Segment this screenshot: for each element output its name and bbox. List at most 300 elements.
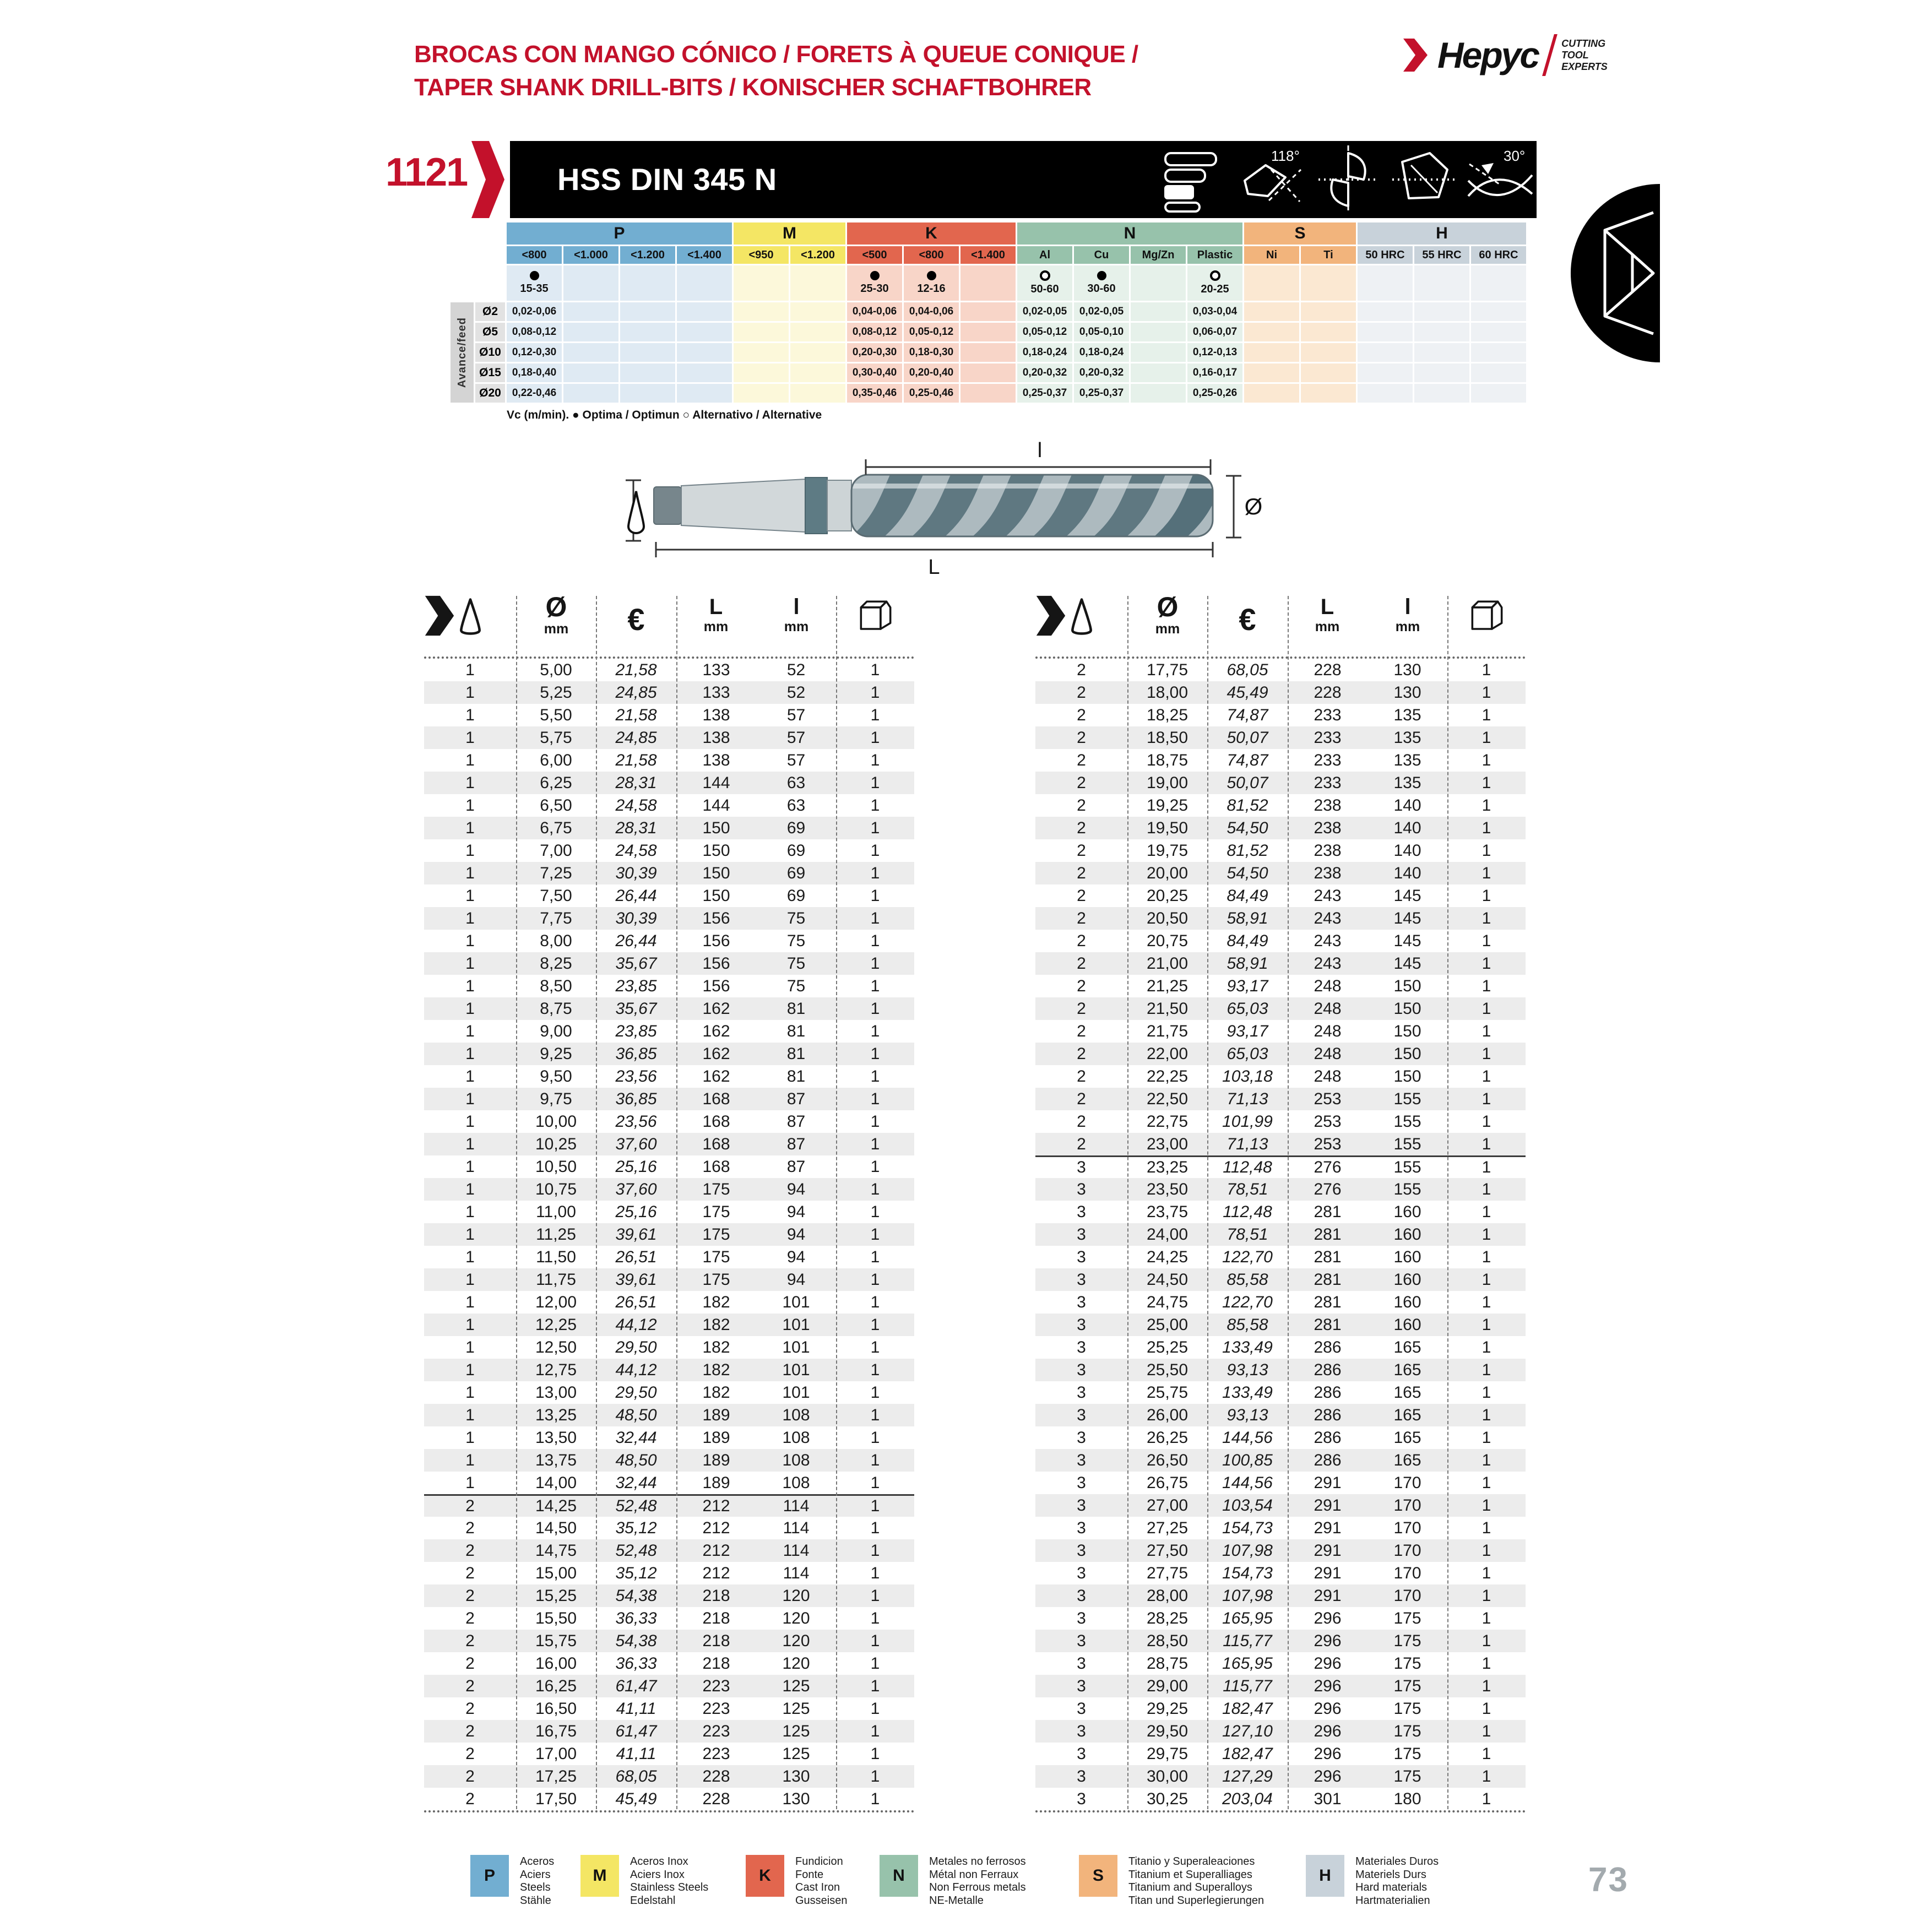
- total-length-cell: 162: [702, 1022, 730, 1040]
- flute-length-cell: 170: [1393, 1496, 1421, 1515]
- legend-text: [1355, 1855, 1439, 1907]
- pack-qty-cell: 1: [870, 1360, 880, 1379]
- material-group-header-P: P: [507, 222, 732, 245]
- flute-length-cell: 150: [1393, 1067, 1421, 1086]
- cone-cell: 1: [465, 1270, 475, 1289]
- price-cell: 58,91: [1227, 909, 1268, 927]
- cone-cell: 2: [1077, 999, 1086, 1018]
- feed-cell: 0,08-0,12: [507, 323, 562, 341]
- total-length-cell: 253: [1314, 1112, 1342, 1131]
- pack-qty-cell: 1: [1481, 1315, 1491, 1334]
- pack-qty-cell: 1: [870, 1767, 880, 1786]
- price-cell: 36,85: [615, 1044, 657, 1063]
- pack-qty-cell: 1: [870, 1609, 880, 1627]
- vc-cell: [1301, 265, 1356, 301]
- legend-swatch-P: P: [470, 1855, 509, 1897]
- cone-cell: 1: [465, 886, 475, 905]
- total-length-cell: 212: [702, 1564, 730, 1582]
- total-length-cell: 133: [702, 683, 730, 702]
- feed-cell: 0,04-0,06: [847, 302, 902, 321]
- price-cell: 85,58: [1227, 1315, 1268, 1334]
- flute-length-cell: 170: [1393, 1473, 1421, 1492]
- legend-line: Aceros: [520, 1855, 555, 1868]
- table-row: [1035, 817, 1526, 839]
- flute-length-cell: 52: [786, 683, 806, 702]
- diameter-cell: 5,75: [540, 728, 572, 747]
- page-title-line1: BROCAS CON MANGO CÓNICO / FORETS À QUEUE CONIQUE /: [414, 41, 1138, 68]
- diameter-cell: 21,00: [1146, 954, 1188, 973]
- total-length-cell: 243: [1314, 931, 1342, 950]
- total-length-cell: 212: [702, 1518, 730, 1537]
- pack-qty-cell: 1: [870, 1202, 880, 1221]
- flute-length-cell: 125: [782, 1744, 810, 1763]
- cone-cell: 2: [1077, 931, 1086, 950]
- diameter-cell: 23,75: [1146, 1202, 1188, 1221]
- vc-cell: [904, 265, 959, 301]
- feed-diameter-label: Ø2: [475, 302, 505, 321]
- total-length-cell: 281: [1314, 1225, 1342, 1244]
- total-length-cell: 228: [702, 1789, 730, 1808]
- material-legend: [0, 1855, 1932, 1926]
- feed-cell: 0,12-0,13: [1187, 343, 1242, 362]
- diameter-cell: 12,25: [535, 1315, 577, 1334]
- flute-length-cell: 130: [782, 1789, 810, 1808]
- price-cell: 50,07: [1227, 773, 1268, 792]
- pack-qty-cell: 1: [1481, 1247, 1491, 1266]
- table-row: [1035, 1472, 1526, 1494]
- diameter-cell: 15,00: [535, 1564, 577, 1582]
- flute-length-cell: 145: [1393, 909, 1421, 927]
- price-cell: 26,44: [615, 886, 657, 905]
- feed-cell: [960, 343, 1016, 362]
- column-separator: [1447, 596, 1448, 1809]
- pack-qty-cell: 1: [1481, 1270, 1491, 1289]
- price-cell: 81,52: [1227, 841, 1268, 860]
- price-cell: 122,70: [1222, 1247, 1273, 1266]
- cone-cell: 2: [1077, 705, 1086, 724]
- legend-swatch-S: S: [1079, 1855, 1117, 1897]
- cone-cell: 1: [465, 818, 475, 837]
- optimum-dot-icon: [927, 271, 936, 280]
- table-row: [1035, 884, 1526, 907]
- cone-cell: 2: [1077, 818, 1086, 837]
- diameter-cell: 16,25: [535, 1676, 577, 1695]
- price-cell: 52,48: [615, 1541, 657, 1560]
- price-cell: 154,73: [1222, 1564, 1273, 1582]
- flute-length-cell: 81: [786, 1067, 806, 1086]
- cone-cell: 3: [1077, 1383, 1086, 1402]
- total-length-cell: 189: [702, 1451, 730, 1469]
- price-table-right: [1035, 588, 1526, 1812]
- total-length-cell: 228: [1314, 660, 1342, 679]
- vc-cell: [790, 265, 845, 301]
- total-length-cell: 150: [702, 818, 730, 837]
- pack-qty-cell: 1: [870, 1699, 880, 1718]
- product-chevron-icon: [469, 141, 506, 218]
- flute-length-cell: 120: [782, 1631, 810, 1650]
- flute-length-cell: 130: [1393, 683, 1421, 702]
- legend-line: Steels: [520, 1881, 551, 1893]
- price-cell: 122,70: [1222, 1293, 1273, 1311]
- total-length-cell: 212: [702, 1541, 730, 1560]
- price-cell: 144,56: [1222, 1428, 1273, 1447]
- pack-qty-cell: 1: [1481, 909, 1491, 927]
- flute-length-cell: 108: [782, 1473, 810, 1492]
- total-length-cell: 286: [1314, 1360, 1342, 1379]
- cone-cell: 3: [1077, 1564, 1086, 1582]
- price-cell: 133,49: [1222, 1383, 1273, 1402]
- feed-cell: 0,05-0,10: [1074, 323, 1129, 341]
- diameter-cell: 10,50: [535, 1157, 577, 1176]
- table-row: [1035, 1110, 1526, 1133]
- cone-cell: 1: [465, 1135, 475, 1153]
- table-row: [1035, 1494, 1526, 1517]
- price-cell: 32,44: [615, 1428, 657, 1447]
- optimum-dot-icon: [870, 271, 880, 280]
- cone-cell: 1: [465, 1451, 475, 1469]
- total-length-cell: 281: [1314, 1202, 1342, 1221]
- flute-length-cell: 75: [786, 909, 806, 927]
- pack-qty-cell: 1: [1481, 1609, 1491, 1627]
- price-cell: 85,58: [1227, 1270, 1268, 1289]
- price-cell: 29,50: [615, 1338, 657, 1356]
- brand-logo: [1403, 34, 1608, 76]
- pack-qty-cell: 1: [870, 728, 880, 747]
- cone-cell: 1: [465, 1089, 475, 1108]
- table-row: [424, 1743, 914, 1765]
- legend-text: [929, 1855, 1026, 1907]
- feed-cell: [563, 302, 618, 321]
- flute-length-cell: 160: [1393, 1270, 1421, 1289]
- table-row: [424, 1291, 914, 1314]
- material-subheader: <1.000: [563, 246, 618, 264]
- vc-footnote: Vc (m/min). ● Optima / Optimun ○ Alternativo / Alternative: [507, 409, 822, 421]
- price-cell: 84,49: [1227, 886, 1268, 905]
- diameter-cell: 21,25: [1146, 976, 1188, 995]
- cone-cell: 1: [465, 683, 475, 702]
- feed-cell: [734, 363, 789, 382]
- total-length-cell: 212: [702, 1497, 730, 1515]
- table-row: [1035, 1246, 1526, 1268]
- tagline-line: TOOL: [1561, 49, 1589, 61]
- feed-cell: [1414, 323, 1469, 341]
- cone-cell: 3: [1077, 1541, 1086, 1560]
- table-row: [1035, 1065, 1526, 1088]
- diameter-cell: 28,25: [1146, 1609, 1188, 1627]
- table-row: [424, 1584, 914, 1607]
- feed-cell: 0,25-0,37: [1074, 384, 1129, 403]
- feed-cell: [1358, 302, 1413, 321]
- legend-swatch-K: K: [746, 1855, 784, 1897]
- flute-length-cell: 160: [1393, 1225, 1421, 1244]
- cone-cell: 2: [465, 1609, 475, 1627]
- table-row: [1035, 1449, 1526, 1472]
- feed-cell: 0,30-0,40: [847, 363, 902, 382]
- total-length-cell: 156: [702, 976, 730, 995]
- pack-qty-cell: 1: [1481, 864, 1491, 882]
- feed-cell: 0,35-0,46: [847, 384, 902, 403]
- tagline-line: EXPERTS: [1561, 61, 1608, 72]
- diameter-cell: 26,25: [1146, 1428, 1188, 1447]
- price-cell: 165,95: [1222, 1609, 1273, 1627]
- table-row: [1035, 997, 1526, 1020]
- cone-cell: 3: [1077, 1767, 1086, 1786]
- legend-item-K: [746, 1855, 848, 1907]
- feed-cell: 0,20-0,32: [1017, 363, 1072, 382]
- price-cell: 25,16: [615, 1202, 657, 1221]
- optimum-dot-icon: [530, 271, 539, 280]
- feed-cell: [734, 323, 789, 341]
- diameter-cell: 8,75: [540, 999, 572, 1018]
- pack-qty-cell: 1: [870, 1315, 880, 1334]
- material-subheader: <1.400: [677, 246, 732, 264]
- total-length-cell: 233: [1314, 728, 1342, 747]
- feed-cell: [734, 384, 789, 403]
- price-cell: 61,47: [615, 1676, 657, 1695]
- diameter-cell: 30,00: [1146, 1767, 1188, 1786]
- table-row: [424, 1539, 914, 1562]
- diameter-cell: 20,75: [1146, 931, 1188, 950]
- cone-cell: 1: [465, 999, 475, 1018]
- feed-cell: [1358, 384, 1413, 403]
- feed-cell: [620, 323, 675, 341]
- price-cell: 25,16: [615, 1157, 657, 1176]
- feed-cell: [790, 343, 845, 362]
- table-row: [1035, 1517, 1526, 1539]
- diameter-cell: 26,50: [1146, 1451, 1188, 1469]
- pack-qty-cell: 1: [1481, 1631, 1491, 1650]
- price-cell: 24,58: [615, 841, 657, 860]
- cone-cell: 2: [1077, 751, 1086, 769]
- feed-cell: [1414, 302, 1469, 321]
- feed-cell: [1244, 302, 1299, 321]
- pack-qty-cell: 1: [870, 1225, 880, 1244]
- feed-cell: [1471, 323, 1526, 341]
- legend-item-S: [1079, 1855, 1264, 1907]
- cone-cell: 2: [1077, 796, 1086, 815]
- pack-qty-cell: 1: [1481, 1202, 1491, 1221]
- pack-qty-cell: 1: [870, 1654, 880, 1673]
- table-row: [424, 1404, 914, 1426]
- table-row: [1035, 1697, 1526, 1720]
- flute-length-cell: 101: [782, 1360, 810, 1379]
- legend-item-H: [1306, 1855, 1439, 1907]
- total-length-cell: 223: [702, 1722, 730, 1740]
- total-length-cell: 182: [702, 1360, 730, 1379]
- flute-length-cell: 130: [1393, 660, 1421, 679]
- total-length-cell: 189: [702, 1405, 730, 1424]
- flute-length-cell: 69: [786, 841, 806, 860]
- total-length-cell: 291: [1314, 1518, 1342, 1537]
- flute-length-cell: 75: [786, 931, 806, 950]
- feed-cell: [1358, 363, 1413, 382]
- diameter-cell: 15,25: [535, 1586, 577, 1605]
- price-cell: 52,48: [615, 1497, 657, 1515]
- total-length-cell: 182: [702, 1338, 730, 1356]
- price-cell: 32,44: [615, 1473, 657, 1492]
- diameter-cell: 13,00: [535, 1383, 577, 1402]
- total-length-cell: 291: [1314, 1564, 1342, 1582]
- flute-length-cell: 81: [786, 1022, 806, 1040]
- pack-qty-cell: 1: [1481, 999, 1491, 1018]
- flute-length-cell: 101: [782, 1293, 810, 1311]
- pack-qty-cell: 1: [1481, 1699, 1491, 1718]
- diameter-cell: 16,75: [535, 1722, 577, 1740]
- total-length-cell: 276: [1314, 1180, 1342, 1198]
- flute-length-cell: 87: [786, 1112, 806, 1131]
- table-row: [424, 1020, 914, 1043]
- table-marker-icon: [1035, 595, 1066, 637]
- cone-cell: 3: [1077, 1405, 1086, 1424]
- cone-cell: 3: [1077, 1315, 1086, 1334]
- table-row: [1035, 1291, 1526, 1314]
- cone-cell: 1: [465, 660, 475, 679]
- total-length-cell: 238: [1314, 818, 1342, 837]
- diameter-cell: 9,50: [540, 1067, 572, 1086]
- vc-cell: [1471, 265, 1526, 301]
- diameter-cell: 25,75: [1146, 1383, 1188, 1402]
- vc-cell: [960, 265, 1016, 301]
- table-row: [424, 1201, 914, 1223]
- feed-cell: [1414, 363, 1469, 382]
- price-cell: 78,51: [1227, 1180, 1268, 1198]
- feed-cell: [677, 323, 732, 341]
- legend-line: Edelstahl: [630, 1894, 676, 1907]
- diameter-cell: 5,25: [540, 683, 572, 702]
- flute-length-cell: 108: [782, 1428, 810, 1447]
- taper-cone-icon: [1068, 597, 1095, 637]
- total-length-cell: 243: [1314, 909, 1342, 927]
- flute-length-cell: 101: [782, 1383, 810, 1402]
- table-row: [424, 704, 914, 726]
- flute-length-cell: 101: [782, 1338, 810, 1356]
- pack-qty-cell: 1: [870, 1564, 880, 1582]
- cone-cell: 2: [465, 1541, 475, 1560]
- flute-length-cell: 150: [1393, 976, 1421, 995]
- price-cell: 54,50: [1227, 864, 1268, 882]
- cone-cell: 2: [1077, 841, 1086, 860]
- cone-cell: 1: [465, 1383, 475, 1402]
- cross-section-icon: [1313, 141, 1383, 218]
- material-subheader: Mg/Zn: [1131, 246, 1186, 264]
- price-cell: 36,85: [615, 1089, 657, 1108]
- price-cell: 21,58: [615, 660, 657, 679]
- feed-cell: [790, 384, 845, 403]
- pack-qty-cell: 1: [1481, 1180, 1491, 1198]
- pack-qty-cell: 1: [1481, 1586, 1491, 1605]
- price-cell: 37,60: [615, 1180, 657, 1198]
- cone-cell: 2: [465, 1744, 475, 1763]
- vc-value: 12-16: [917, 283, 946, 295]
- pack-qty-cell: 1: [870, 1135, 880, 1153]
- price-cell: 24,85: [615, 683, 657, 702]
- optimum-dot-icon: [1097, 271, 1106, 280]
- pack-qty-cell: 1: [1481, 705, 1491, 724]
- pack-qty-cell: 1: [870, 841, 880, 860]
- pack-qty-cell: 1: [1481, 1451, 1491, 1469]
- price-cell: 74,87: [1227, 705, 1268, 724]
- price-cell: 54,50: [1227, 818, 1268, 837]
- diameter-cell: 8,00: [540, 931, 572, 950]
- cone-cell: 1: [465, 1067, 475, 1086]
- cone-cell: 2: [1077, 1044, 1086, 1063]
- feed-cell: [1414, 384, 1469, 403]
- total-length-cell: 286: [1314, 1451, 1342, 1469]
- vc-cell: [507, 265, 562, 301]
- vc-cell: [677, 265, 732, 301]
- cone-cell: 1: [465, 1225, 475, 1244]
- legend-line: Gusseisen: [795, 1894, 848, 1907]
- flute-length-cell: 155: [1393, 1135, 1421, 1153]
- table-row: [424, 1765, 914, 1788]
- total-length-cell: 301: [1314, 1789, 1342, 1808]
- cone-cell: 2: [1077, 1022, 1086, 1040]
- feed-diameter-label: Ø15: [475, 363, 505, 382]
- table-row: [1035, 1652, 1526, 1675]
- diameter-cell: 7,50: [540, 886, 572, 905]
- price-cell: 74,87: [1227, 751, 1268, 769]
- cone-cell: 1: [465, 1044, 475, 1063]
- cone-cell: 2: [465, 1767, 475, 1786]
- table-row: [424, 975, 914, 997]
- table-row: [1035, 1155, 1526, 1178]
- table-row: [1035, 1268, 1526, 1291]
- flute-length-cell: 135: [1393, 773, 1421, 792]
- price-cell: 30,39: [615, 909, 657, 927]
- feed-cell: [1131, 343, 1186, 362]
- diameter-cell: 21,75: [1146, 1022, 1188, 1040]
- table-row: [1035, 839, 1526, 862]
- material-subheader: Ni: [1244, 246, 1299, 264]
- pack-qty-cell: 1: [870, 1270, 880, 1289]
- table-row: [424, 1065, 914, 1088]
- flute-length-cell: 170: [1393, 1518, 1421, 1537]
- pack-qty-cell: 1: [1481, 1135, 1491, 1153]
- legend-swatch-N: N: [880, 1855, 918, 1897]
- legend-line: Aceros Inox: [630, 1855, 688, 1868]
- diameter-cell: 27,25: [1146, 1518, 1188, 1537]
- feed-cell: [1471, 384, 1526, 403]
- pack-qty-cell: 1: [870, 1631, 880, 1650]
- total-length-cell: 144: [702, 796, 730, 815]
- product-feature-icons: [1161, 141, 1535, 218]
- pack-qty-cell: 1: [1481, 683, 1491, 702]
- price-cell: 103,54: [1222, 1496, 1273, 1515]
- total-length-cell: 233: [1314, 773, 1342, 792]
- cone-cell: 1: [465, 1473, 475, 1492]
- table-row: [1035, 681, 1526, 704]
- diameter-cell: 17,25: [535, 1767, 577, 1786]
- diameter-cell: 19,75: [1146, 841, 1188, 860]
- pack-qty-cell: 1: [1481, 818, 1491, 837]
- diameter-cell: 19,25: [1146, 796, 1188, 815]
- price-cell: 26,51: [615, 1293, 657, 1311]
- pack-qty-cell: 1: [1481, 1564, 1491, 1582]
- flute-length-cell: 57: [786, 728, 806, 747]
- pack-qty-cell: 1: [870, 796, 880, 815]
- pack-qty-cell: 1: [870, 1157, 880, 1176]
- total-length-cell: 175: [702, 1270, 730, 1289]
- material-subheader: 55 HRC: [1414, 246, 1469, 264]
- flute-length-cell: 155: [1393, 1089, 1421, 1108]
- pack-qty-cell: 1: [870, 1405, 880, 1424]
- total-length-cell: 150: [702, 841, 730, 860]
- vc-cell: [1187, 265, 1242, 301]
- flute-length-label: l: [1037, 439, 1043, 462]
- total-length-cell: 296: [1314, 1654, 1342, 1673]
- price-cell: 112,48: [1223, 1202, 1272, 1221]
- flute-length-column-header: l mm: [1395, 595, 1420, 634]
